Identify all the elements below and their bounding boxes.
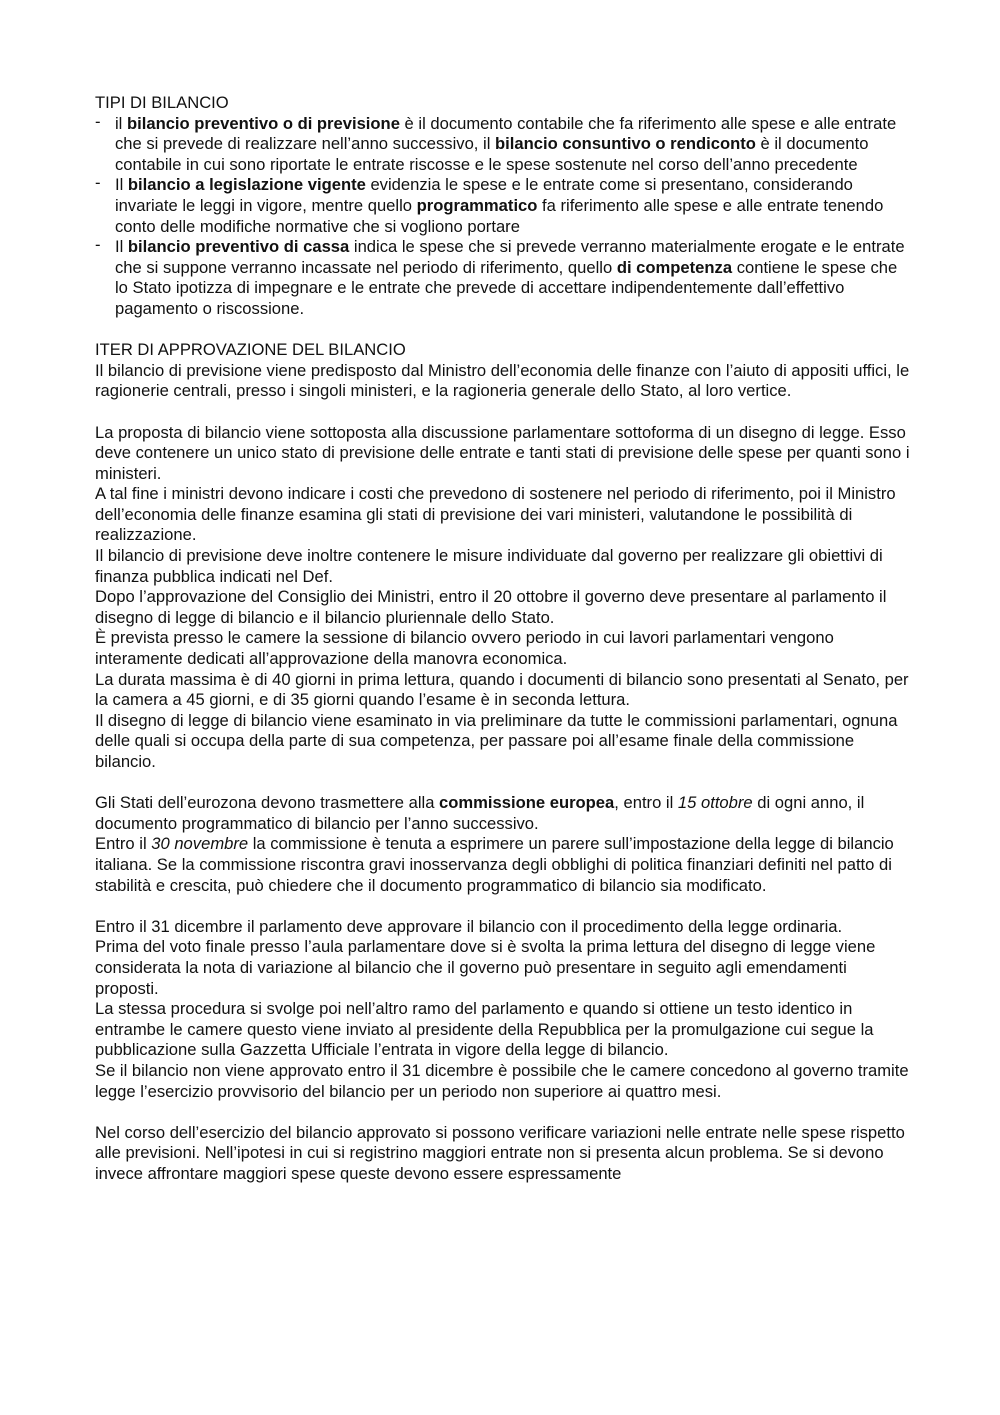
text-run: il — [115, 113, 127, 133]
paragraph — [95, 1061, 910, 1102]
text-run: Il — [115, 237, 128, 257]
dash-bullet-icon: - — [95, 173, 101, 193]
text-run: Gli Stati dell’eurozona devono trasmettere alla — [95, 793, 440, 813]
paragraph — [95, 1123, 910, 1185]
bold-term: bilancio preventivo di cassa — [127, 237, 350, 257]
list-item — [95, 237, 910, 319]
bold-term: di competenza — [616, 257, 733, 277]
paragraph — [95, 670, 910, 711]
paragraph-gap — [95, 402, 910, 423]
text-run: Il bilancio di previsione viene predisposto dal Ministro dell’economia delle finanze con l’aiuto di appositi uffici, le ragionerie centrali, presso i singoli ministeri, e la ragioneria generale dello Stato, al loro vertice. — [95, 360, 910, 401]
paragraph — [95, 999, 910, 1061]
bold-term: bilancio a legislazione vigente — [127, 175, 366, 195]
dash-bullet-icon: - — [95, 111, 101, 131]
italic-date: 15 ottobre — [677, 793, 753, 813]
bold-term: bilancio preventivo o di previsione — [126, 113, 400, 133]
text-run: fa riferimento alle spese e alle entrate tenendo conto delle modifiche normative che si vogliono portare — [115, 195, 884, 236]
text-run: La stessa procedura si svolge poi nell’altro ramo del parlamento e quando si ottiene un testo identico in entrambe le camere questo viene inviato al presidente della Repubblica per la promulgazione cui segue la pubblicazione sulla Gazzetta Ufficiale l’entrata in vigore della legge di bilancio. — [95, 999, 874, 1060]
paragraph-gap — [95, 773, 910, 794]
text-run: Entro il — [95, 834, 152, 854]
list-item — [95, 175, 910, 237]
paragraph — [95, 423, 910, 485]
text-run: Il disegno di legge di bilancio viene esaminato in via preliminare da tutte le commissioni parlamentari, ognuna delle quali si occupa della parte di sua competenza, per passare poi all’esame finale della commissione bilancio. — [95, 710, 898, 771]
text-run: La proposta di bilancio viene sottoposta alla discussione parlamentare sottoforma di un disegno di legge. Esso deve contenere un unico stato di previsione delle entrate e tanti stati di previsione delle spese per quanti sono i ministeri. — [95, 422, 910, 483]
paragraph — [95, 361, 910, 402]
text-run: di ogni anno, il documento programmatico di bilancio per l’anno successivo. — [95, 793, 865, 833]
text-run: evidenzia le spese e le entrate come si presentano, considerando invariate le leggi in vigore, mentre quello — [115, 175, 853, 215]
paragraph — [95, 917, 910, 938]
text-run: Entro il 31 dicembre il parlamento deve approvare il bilancio con il procedimento della legge ordinaria. — [95, 916, 843, 936]
text-run: Il bilancio di previsione deve inoltre contenere le misure individuate dal governo per realizzare gli obiettivi di finanza pubblica indicati nel Def. — [95, 546, 883, 586]
italic-date: 30 novembre — [151, 834, 249, 854]
section-body — [95, 361, 910, 1185]
text-run: la commissione è tenuta a esprimere un parere sull’impostazione della legge di bilancio italiana. Se la commissione riscontra gravi inosservanza degli obblighi di politica finanziari definiti nel patto di stabilità e crescita, può chiedere che il documento programmatico di bilancio sia modificato. — [95, 834, 894, 895]
section-heading-tipi-di-bilancio: TIPI DI BILANCIO — [95, 93, 229, 112]
text-run: indica le spese che si prevede verranno materialmente erogate e le entrate che si suppone verranno incassate nel periodo di riferimento, quello — [115, 237, 905, 277]
paragraph — [95, 711, 910, 773]
text-run: contiene le spese che lo Stato ipotizza di impegnare e le entrate che prevede di accettare indipendentemente dall’effettivo pagamento o riscossione. — [115, 257, 898, 318]
section-heading-iter-approvazione: ITER DI APPROVAZIONE DEL BILANCIO — [95, 340, 406, 360]
paragraph — [95, 793, 910, 834]
bold-term: programmatico — [416, 195, 538, 215]
list-item — [95, 111, 910, 176]
paragraph-gap — [95, 320, 910, 341]
dash-bullet-icon: - — [95, 235, 101, 255]
text-run: La durata massima è di 40 giorni in prima lettura, quando i documenti di bilancio sono presentati al Senato, per la camera a 45 giorni, e di 35 giorni quando l’esame è in seconda lettura. — [95, 669, 909, 710]
text-run: è il documento contabile che fa riferimento alle spese e alle entrate che si prevede di realizzare nell’anno successivo, il — [115, 113, 897, 154]
paragraph — [95, 546, 910, 587]
paragraph — [95, 937, 910, 999]
text-run: A tal fine i ministri devono indicare i costi che prevedono di sostenere nel periodo di riferimento, poi il Ministro dell’economia delle finanze esamina gli stati di previsione dei vari ministeri, valutandone le possibilità di realizzazione. — [95, 484, 896, 545]
text-run: È prevista presso le camere la sessione di bilancio ovvero periodo in cui lavori parlamentari vengono interamente dedicati all’approvazione della manovra economica. — [95, 628, 834, 669]
paragraph-gap — [95, 1102, 910, 1123]
text-run: , entro il — [614, 793, 678, 813]
text-run: Dopo l’approvazione del Consiglio dei Ministri, entro il 20 ottobre il governo deve presentare al parlamento il disegno di legge di bilancio e il bilancio pluriennale dello Stato. — [95, 587, 887, 627]
paragraph-gap — [95, 896, 910, 917]
text-run: Il — [115, 175, 128, 195]
bilancio-types-list — [95, 111, 910, 320]
text-run: Prima del voto finale presso l’aula parlamentare dove si è svolta la prima lettura del disegno di legge viene considerata la nota di variazione al bilancio che il governo può presentare in seguito agli emendamenti proposti. — [95, 937, 876, 998]
text-run: Se il bilancio non viene approvato entro il 31 dicembre è possibile che le camere concedono al governo tramite legge l’esercizio provvisorio del bilancio per un periodo non superiore ai quattro mesi. — [95, 1060, 909, 1101]
bold-term: bilancio consuntivo o rendiconto — [495, 134, 756, 154]
paragraph — [95, 587, 910, 628]
text-run: Nel corso dell’esercizio del bilancio approvato si possono verificare variazioni nelle entrate nelle spese rispetto alle previsioni. Nell’ipotesi in cui si registrino maggiori entrate non si presenta alcun problema. Se si devono invece affrontare maggiori spese queste devono essere espressamente — [95, 1122, 905, 1183]
paragraph — [95, 484, 910, 546]
paragraph — [95, 628, 910, 669]
text-run: è il documento contabile in cui sono riportate le entrate riscosse e le spese sostenute nel corso dell’anno precedente — [115, 134, 869, 174]
paragraph — [95, 834, 910, 896]
bold-term: commissione europea — [439, 793, 615, 813]
